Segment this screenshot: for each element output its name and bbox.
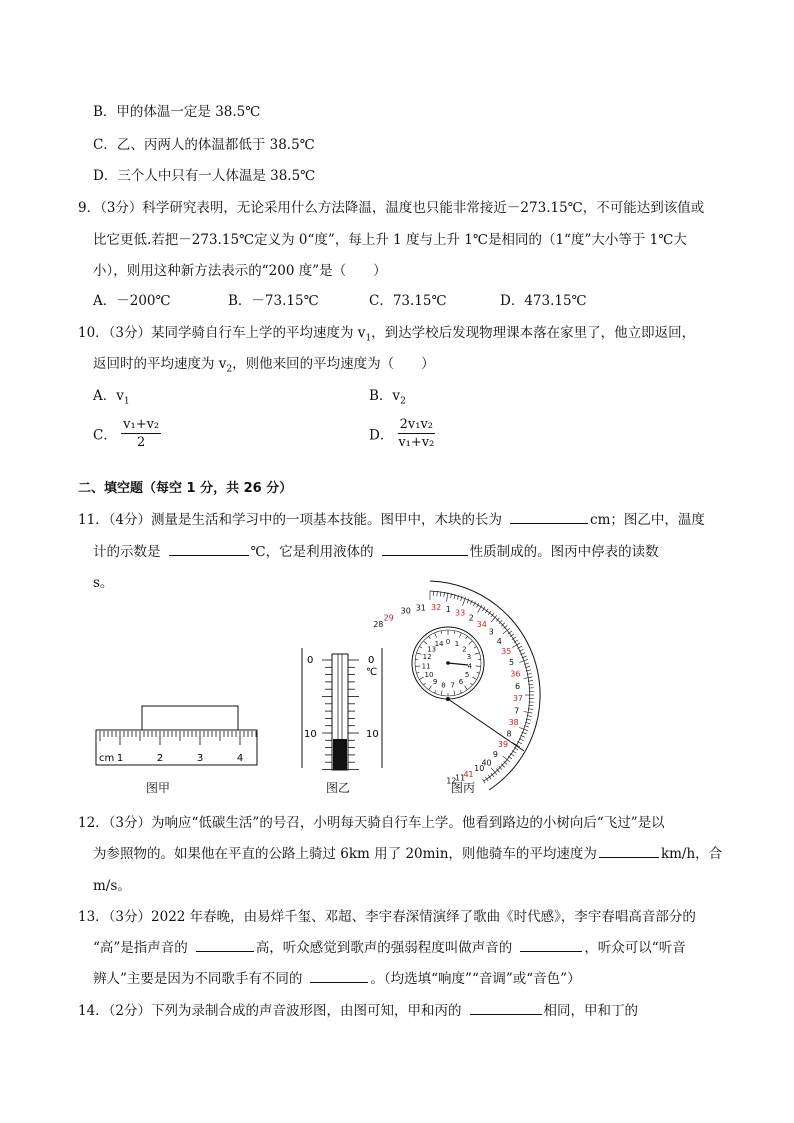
thermo-right-label-0: 0 [368, 655, 375, 666]
q10-option-c [93, 416, 161, 451]
q14-line1-text: 14．（2分）下列为录制合成的声音波形图，由图可知，甲和丙的 [78, 1003, 462, 1019]
q10-option-b-label: B．v [369, 388, 401, 404]
thermo-left-label-10: 10 [304, 729, 317, 740]
q10-option-d [369, 416, 435, 451]
q9-option-d: D．473.15℃ [500, 293, 587, 309]
q13-line3 [93, 967, 581, 987]
q13-blank-2[interactable] [520, 937, 582, 952]
stopwatch-outer-tick [485, 777, 488, 781]
figure-thermometer [296, 646, 386, 770]
stopwatch-outer-label: 30 [400, 606, 411, 616]
stopwatch-minute-label: 1 [454, 639, 460, 648]
q9-option-b: B．－73.15℃ [228, 293, 319, 309]
stopwatch-minute-label: 10 [424, 671, 434, 679]
thermo-unit: ℃ [366, 667, 378, 678]
q12-line2-rest: km/h，合 [660, 846, 723, 862]
stopwatch-minute-label: 13 [427, 645, 437, 654]
ruler-unit: cm [99, 753, 115, 764]
stopwatch-outer-label: 11 [455, 773, 466, 783]
stopwatch-outer-label: 38 [508, 718, 519, 728]
q14-blank-1[interactable] [470, 1000, 542, 1015]
q11-line1-text: 11．（4分）测量是生活和学习中的一项基本技能。图甲中，木块的长为 [78, 512, 503, 528]
q13-line2-mid: 高，听众感觉到歌声的强弱程度叫做声音的 [255, 940, 513, 956]
q10-option-c-label: C． [93, 427, 117, 444]
stopwatch-second-pivot [446, 697, 450, 701]
figure-ruler [92, 700, 262, 768]
q8-option-b: B．甲的体温一定是 38.5℃ [93, 104, 261, 120]
q10-line1-rest: ，到达学校后发现物理课本落在家里了，他立即返回， [371, 325, 696, 341]
stopwatch-minute-label: 0 [445, 638, 451, 646]
stopwatch-outer-label: 39 [497, 740, 509, 750]
stopwatch-outer-label: 35 [501, 647, 512, 656]
q10-line1-sub: 1 [365, 333, 372, 344]
stopwatch-outer-label: 29 [383, 613, 394, 623]
stopwatch-outer-label: 12 [446, 776, 457, 786]
q10-line2 [93, 352, 435, 375]
q12-line2-text: 为参照物的。如果他在平直的公路上骑过 6km 用了 20min，则他骑车的平均速度为 [93, 846, 597, 862]
q10-option-a [93, 384, 130, 407]
q14-line1 [78, 999, 638, 1019]
stopwatch-outer-tick [499, 620, 502, 624]
thermo-right-label-10: 10 [366, 729, 379, 740]
stopwatch-minute-pivot [446, 661, 450, 665]
q10-option-a-label: A．v [93, 388, 124, 404]
q8-option-d: D．三个人中只有一人体温是 38.5℃ [93, 168, 316, 184]
q12-line2 [93, 842, 722, 862]
stopwatch-minute-label: 12 [422, 653, 432, 662]
q10-option-c-numerator: v₁+v₂ [123, 417, 160, 432]
q13-blank-3[interactable] [310, 968, 368, 983]
stopwatch-outer-label: 4 [496, 636, 502, 646]
ruler-label-3: 3 [196, 753, 204, 764]
stopwatch-outer-label: 3 [488, 627, 494, 637]
q11-line2 [93, 540, 659, 560]
q10-option-b [369, 384, 406, 407]
stopwatch-minute-label: 4 [467, 662, 473, 671]
q9-line1: 9．（3分）科学研究表明，无论采用什么方法降温，温度也只能非常接近－273.15℃，不可能达到该值或 [78, 200, 705, 216]
stopwatch-outer-label: 37 [512, 694, 524, 704]
q13-line3-text: 辨人”主要是因为不同歌手有不同的 [93, 971, 303, 987]
q13-line2-text: “高”是指声音的 [93, 940, 188, 956]
stopwatch-outer-label: 41 [463, 770, 474, 780]
stopwatch-outer-label: 31 [415, 603, 426, 613]
stopwatch-minute-label: 3 [466, 653, 472, 662]
stopwatch-outer-label: 8 [506, 729, 512, 739]
stopwatch-minute-label: 7 [450, 681, 455, 690]
stopwatch-outer-label: 40 [481, 758, 492, 768]
stopwatch-outer-label: 7 [514, 706, 520, 716]
q11-blank-2[interactable] [169, 541, 249, 556]
q11-blank-3[interactable] [382, 541, 468, 556]
stopwatch-outer-label: 9 [492, 749, 498, 759]
q9-line3: 小），则用这种新方法表示的“200 度”是（ ） [93, 263, 387, 279]
wooden-block [142, 706, 238, 730]
stopwatch-outer-tick [446, 593, 448, 602]
stopwatch-outer-label: 32 [431, 603, 442, 613]
stopwatch-minute-label: 2 [462, 645, 467, 654]
stopwatch-minute-label: 6 [458, 677, 464, 686]
stopwatch-outer-label: 28 [373, 619, 384, 629]
q10-option-a-sub: 1 [123, 396, 130, 407]
q10-option-d-numerator: 2v₁v₂ [399, 417, 434, 432]
stopwatch-outer-tick [488, 611, 491, 615]
q12-line1: 12．（3分）为响应“低碳生活”的号召，小明每天骑自行车上学。他看到路边的小树向后“飞过”是以 [78, 815, 665, 831]
q11-line2-rest: 性质制成的。图丙中停表的读数 [469, 544, 659, 560]
q9-option-a: A．－200℃ [93, 293, 171, 309]
q13-blank-1[interactable] [196, 937, 254, 952]
caption-jia: 图甲 [146, 781, 171, 795]
stopwatch-outer-tick [440, 592, 441, 597]
section-heading: 二、填空题（每空 1 分，共 26 分） [78, 481, 293, 496]
q11-line3: s。 [93, 575, 114, 591]
figure-stopwatch [373, 601, 550, 787]
thermo-left-label-0: 0 [307, 655, 314, 666]
q11-blank-1[interactable] [510, 509, 588, 524]
stopwatch-outer-label: 1 [445, 604, 451, 614]
stopwatch-outer-label: 2 [468, 613, 474, 623]
q10-line1 [78, 321, 695, 344]
q11-line2-text: 计的示数是 [93, 544, 161, 560]
stopwatch-minute-label: 8 [441, 681, 446, 690]
q8-option-c: C．乙、丙两人的体温都低于 38.5℃ [93, 137, 315, 153]
ruler-label-1: 1 [116, 753, 124, 764]
q13-line3-rest: 。（均选填“响度”“音调”或“音色”） [370, 971, 581, 987]
stopwatch-outer-tick [462, 597, 465, 605]
q13-line2 [93, 936, 686, 956]
q10-line2-sub: 2 [226, 364, 233, 375]
stopwatch-outer-label: 36 [510, 669, 521, 679]
stopwatch-outer-tick [485, 609, 488, 613]
caption-yi: 图乙 [326, 781, 351, 795]
q13-line1: 13．（3分）2022 年春晚，由易烊千玺、邓超、李宇春深情演绎了歌曲《时代感》，李宇春唱高音部分的 [78, 909, 696, 925]
stopwatch-minute-label: 11 [421, 662, 431, 671]
ruler-label-4: 4 [236, 753, 244, 764]
q10-option-d-denominator: v₁+v₂ [398, 435, 435, 450]
q14-line1-rest: 相同，甲和丁的 [543, 1003, 639, 1019]
stopwatch-minute-label: 9 [432, 677, 438, 686]
q10-option-c-fraction [121, 416, 161, 451]
caption-bing: 图丙 [451, 781, 476, 795]
stopwatch-outer-label: 34 [476, 619, 487, 629]
stopwatch-outer-label: 10 [474, 763, 485, 773]
q11-line1-rest: cm；图乙中，温度 [590, 512, 705, 528]
q9-line2: 比它更低.若把－273.15℃定义为 0“度”，每上升 1 度与上升 1℃是相同的（1“度”大小等于 1℃大 [93, 232, 687, 248]
q12-line3: m/s。 [93, 878, 131, 894]
q10-line2-rest: ，则他来回的平均速度为（ ） [232, 356, 435, 372]
q13-line2-rest: ，听众可以“听音 [584, 940, 686, 956]
stopwatch-outer-label: 6 [514, 681, 521, 691]
q9-option-c: C．73.15℃ [369, 293, 447, 309]
stopwatch-outer-label: 5 [509, 658, 515, 668]
q12-blank-2[interactable] [599, 843, 659, 858]
q10-line2-text: 返回时的平均速度为 v [93, 356, 227, 372]
q10-option-b-sub: 2 [400, 396, 406, 407]
thermo-liquid [333, 739, 347, 770]
ruler-label-2: 2 [156, 753, 164, 764]
stopwatch-minute-label: 14 [434, 639, 444, 648]
q10-line1-text: 10．（3分）某同学骑自行车上学的平均速度为 v [78, 325, 366, 341]
stopwatch-outer-tick [482, 779, 485, 783]
q10-option-d-label: D． [369, 427, 394, 444]
q11-line1 [78, 508, 705, 528]
stopwatch-outer-label: 33 [455, 608, 466, 618]
q10-option-d-fraction [398, 416, 435, 451]
q10-option-c-denominator: 2 [137, 435, 146, 450]
stopwatch-minute-label: 5 [464, 671, 470, 679]
q11-line2-mid: ℃，它是利用液体的 [250, 544, 374, 560]
